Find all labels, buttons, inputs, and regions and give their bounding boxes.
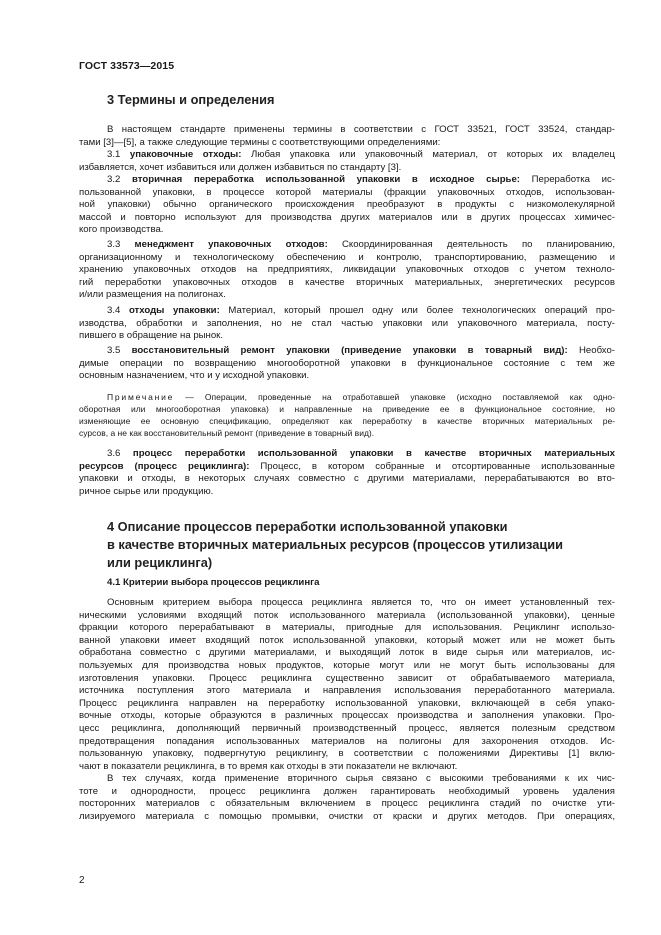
- section-3-intro: В настоящем стандарте применены термины в соответствии с ГОСТ 33521, ГОСТ 33524, стандар- тами [3]—[5], а также следующие термины с соответствующими определениями: 3.1 упаковочные отходы: Любая упаковка или упаковочный материал, от которых их владелец избавляется, хочет избавиться или должен избавиться по стандарту [3].: [79, 124, 615, 173]
- term-3-1: 3.1 упаковочные отходы: Любая упаковка или упаковочный материал, от которых их владелец: [107, 149, 615, 161]
- term-3-3: 3.3 менеджмент упаковочных отходов: Скоординированная деятельность по планированию, организационному и технологическому обеспечению и контролю, транспортированию, размещению и хранению упаковочных отходов на предприятиях, ликвидации упаковочных отходов с учетом техноло- гий переработки упаковочных отходов в качестве вторичных материальных, энергетических ресурсов и/или размещения на полигонах.: [79, 239, 615, 301]
- section-3-title: 3 Термины и определения: [107, 92, 275, 107]
- subsection-4-1-title: 4.1 Критерии выбора процессов рециклинга: [107, 577, 320, 588]
- term-3-2: 3.2 вторичная переработка использованной упаковки в исходное сырье: Переработка ис- пользованной упаковки, в процессе которой материалы (фракции упаковочных отходов, использован- ной упаковки) обычно органического происхождения преобразуют в продукты с низкомолекулярной массой и повторно используют для производства других материалов или в других процессах химичес- кого производства.: [79, 174, 615, 236]
- paragraph-4-1-1: Основным критерием выбора процесса рециклинга является то, что он имеет установленный тех- ническими условиями входящий поток использованного материала (использованной упаковки), ценные фракции которого перерабатывают в материалы, пригодные для использования. Рециклинг использо- ванной упаковки имеет входящий поток использованной упаковки, который может или не может быть обработана совместно с другими материалами, и выходящий лоток в виде сырья или материалов, ис- пользуемых для производства новых продуктов, которые могут или не могут быть использованы для изготовления упаковки. Процесс рециклинга существенно зависит от обрабатываемого материала, источника поступления этого материала и направления использования переработанного материала. Процесс рециклинга направлен на переработку использованной упаковки, включающей в себя упако- вочные отходы, которые образуются в различных процессах производства и заполнения упаковки. Про- цесс рециклинга, дополняющий первичный производственный процесс, является полезным средством предотвращения попадания использованных материалов на полигоны для захоронения отходов. Ис- пользованную упаковку, подвергнутую рециклингу, в соответствии с положениями Директивы [1] вклю- чают в показатели рециклинга, в то время как отходы в эти показатели не включают.: [79, 597, 615, 772]
- page-number: 2: [79, 875, 85, 886]
- section-4-title: 4 Описание процессов переработки использованной упаковки в качестве вторичных материальных ресурсов (процессов утилизации или рециклинга): [107, 519, 563, 570]
- paragraph-4-1-2: В тех случаях, когда применение вторичного сырья связано с высокими требованиями к их чис- тоте и однородности, процесс рециклинга должен гарантировать необходимый уровень удаления посторонних материалов с обязательным включением в процесс рециклинга стадий по очистке ути- лизируемого материала с помощью промывки, очистки от краски и других методов. При операциях,: [79, 773, 615, 822]
- note-block: Примечание — Операции, проведенные на отработавшей упаковке (исходно поставляемой как одно- оборотная или многооборотная упаковка) и направленные на приведение ее в функциональное состояние, но изменяющие ее основную спецификацию, определяют как переработку в качестве вторичных материальных ре- сурсов, а не как восстановительный ремонт (приведение в товарный вид).: [79, 392, 615, 439]
- term-3-5: 3.5 восстановительный ремонт упаковки (приведение упаковки в товарный вид): Необхо- димые операции по возвращению многооборотной упаковки в функциональное состояние с тем же основным назначением, что и у исходной упаковки.: [79, 345, 615, 382]
- term-3-6: 3.6 процесс переработки использованной упаковки в качестве вторичных материальных ресурсов (процесс рециклинга): Процесс, в котором собранные и отсортированные использованные упаковки и отходы, в некоторых случаях совместно с другими материалами, перерабатываются во вто- ричное сырье или продукцию.: [79, 448, 615, 497]
- note-label: Примечание: [107, 392, 175, 402]
- standard-header: ГОСТ 33573—2015: [79, 60, 175, 72]
- term-3-4: 3.4 отходы упаковки: Материал, который прошел одну или более технологических операций про- изводства, обработки и заполнения, но не стал частью упаковки или упаковочного материала, посту- пившего в обращение на рынок.: [79, 305, 615, 342]
